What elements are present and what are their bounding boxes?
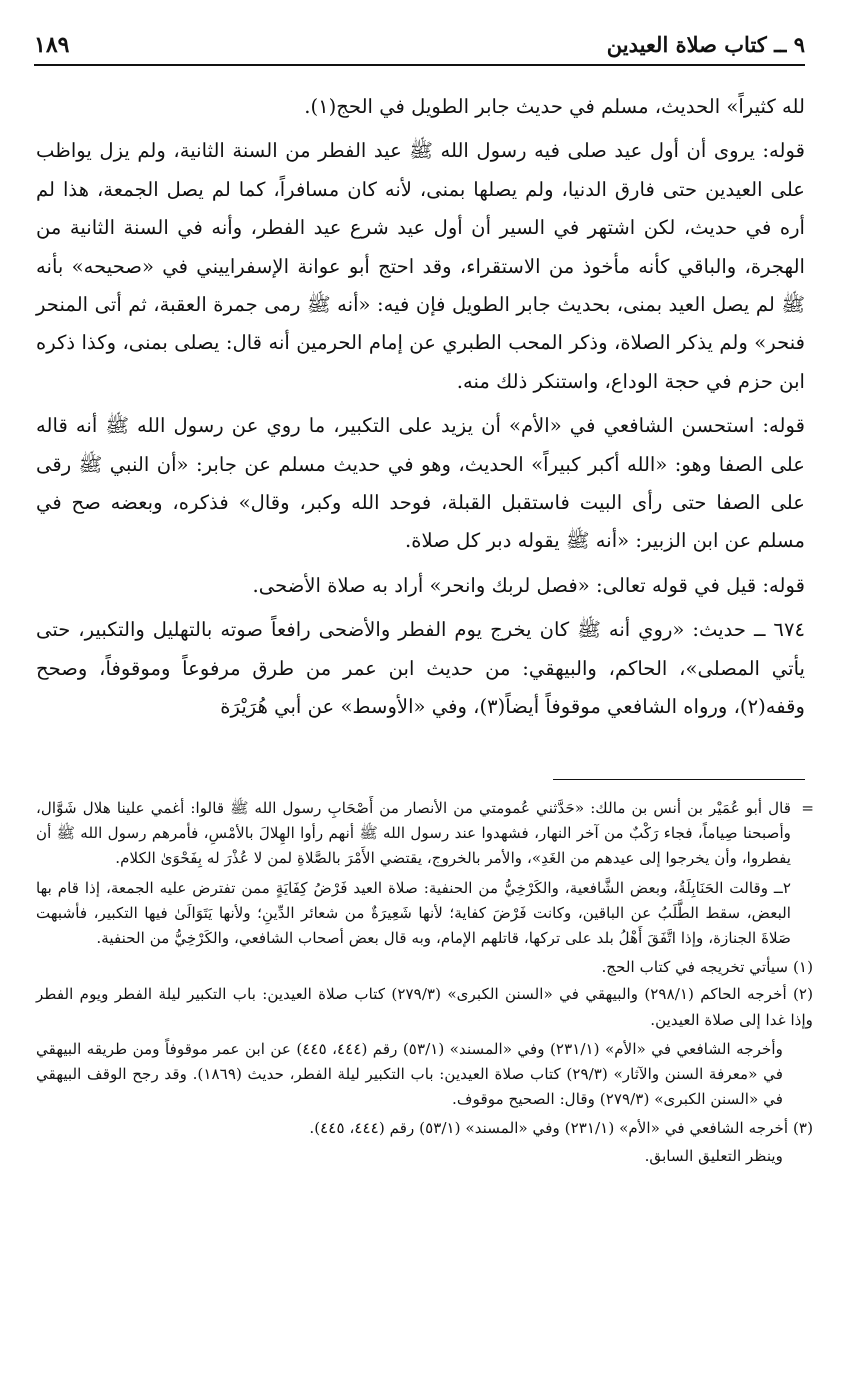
footnote-1: (١) سيأتي تخريجه في كتاب الحج. [601, 958, 813, 977]
running-header [34, 30, 805, 66]
paragraph: قوله: قيل في قوله تعالى: «فصل لربك وانحر» أراد به صلاة الأضحى. [252, 573, 805, 597]
footnote-2: (٢) أخرجه الحاكم (٢٩٨/١) والبيهقي في «السنن الكبرى» (٢٧٩/٣) كتاب صلاة العيدين: باب التكبير ليلة الفطر ويوم الفطر وإذا غدا إلى صلاة العيدين. [36, 985, 814, 1029]
chapter-title: ٩ ــ كتاب صلاة العيدين [606, 32, 805, 57]
paragraph: ٦٧٤ ــ حديث: «روي أنه ﷺ كان يخرج يوم الفطر والأضحى رافعاً صوته بالتهليل والتكبير، حتى يأتي المصلى»، الحاكم، والبيهقي: من حديث ابن عمر من طرق مرفوعاً وموقوفاً، وصحح وقفه(٢)، ورواه الشافعي موقوفاً أيضاً(٣)، وفي «الأوسط» عن أبي هُرَيْرَة [36, 618, 805, 719]
continuation-mark: = [801, 799, 814, 817]
main-text [36, 88, 805, 733]
paragraph: قوله: استحسن الشافعي في «الأم» أن يزيد على التكبير، ما روي عن رسول الله ﷺ أنه قاله على الصفا وهو: «الله أكبر كبيراً» الحديث، وهو في حديث مسلم عن جابر: «أن النبي ﷺ رقى على الصفا حتى رأى البيت فاستقبل القبلة، فوحد الله وكبر، وقال» فذكره، وبعضه صح في مسلم عن ابن الزبير: «أنه ﷺ يقوله دبر كل صلاة. [36, 414, 805, 553]
page-number: ١٨٩ [34, 32, 70, 58]
footnote-continuation [36, 796, 813, 872]
footnote-text: قال أبو عُمَيْر بن أنس بن مالك: «حَدَّثني عُمومتي من الأنصار من أَصْحَابِ رسول الله ﷺ قالوا: أغمي علينا هلال شَوَّال، وأصبحنا صِياماً، فجاء رَكْبٌ من آخر النهار، فشهدوا عند رسول الله ﷺ أنهم رأوا الهِلالَ بالأمْسِ، فأمرهم رسول الله ﷺ أن يفطروا، وأن يخرجوا إلى عيدهم من الغَدِ»، والأمر بالخروج، يقتضي الأَمْرَ بالصَّلاةِ لمن لا عُذْرَ له بِفَحْوَىٰ الكلام. [36, 799, 791, 868]
footnote-3-continued: وينظر التعليق السابق. [644, 1146, 783, 1165]
paragraph: لله كثيراً» الحديث، مسلم في حديث جابر الطويل في الحج(١). [304, 95, 805, 118]
footnote-continuation: ٢ــ وقالت الحَنَابِلَةُ، وبعض الشَّافعية، والكَرْخِيُّ من الحنفية: صلاة العيد فَرْضُ كِفَايَةٍ ممن تفترض عليه الجمعة، إذا قام بها البعض، سقط الطَّلَبُ عن الباقين، وكانت فَرْضَ كفاية؛ لأنها شَعِيرَةٌ من شعائر الدِّينِ؛ ولأنها يَتَوَالَىٰ فيها التكبير، فأشبهت صَلاةَ الجنازة، وإذا اتَّفَقَ أَهْلُ بلد على تركها، قاتلهم الإمام، وبه قال بعض أصحاب الشافعي، والكَرْخِيُّ من الحنفية. [36, 878, 791, 948]
paragraph: قوله: يروى أن أول عيد صلى فيه رسول الله ﷺ عيد الفطر من السنة الثانية، ولم يزل يواظب على العيدين حتى فارق الدنيا، ولم يصلها بمنى، لأنه كان مسافراً، كما لم يصل الجمعة، هذا لم أره في حديث، لكن اشتهر في السير أن أول عيد شرع عيد الفطر، وأنه في السنة الثانية من الهجرة، والباقي كأنه مأخوذ من الاستقراء، وقد احتج أبو عوانة الإسفراييني في «صحيحه» بأنه ﷺ لم يصل العيد بمنى، بحديث جابر الطويل فإن فيه: «أنه ﷺ رمى جمرة العقبة، ثم أتى المنحر فنحر» ولم يذكر الصلاة، وذكر المحب الطبري عن إمام الحرمين أنه قال: يصلى بمنى، وكذا ذكره ابن حزم في حجة الوداع، واستنكر ذلك منه. [36, 139, 805, 393]
footnote-3: (٣) أخرجه الشافعي في «الأم» (٢٣١/١) وفي «المسند» (٥٣/١) رقم (٤٤٤، ٤٤٥). [309, 1119, 813, 1138]
footnotes [36, 796, 813, 1173]
footnote-divider [553, 779, 805, 780]
footnote-2-continued: وأخرجه الشافعي في «الأم» (٢٣١/١) وفي «المسند» (٥٣/١) رقم (٤٤٤، ٤٤٥) عن ابن عمر موقوفاً ومن طريقه البيهقي في «معرفة السنن والآثار» (٢٩/٣) كتاب صلاة العيدين: باب التكبير ليلة الفطر، حديث (١٨٦٩). وقد رجح الوقف البيهقي في «السنن الكبرى» (٢٧٩/٣) وقال: الصحيح موقوف. [36, 1039, 783, 1109]
